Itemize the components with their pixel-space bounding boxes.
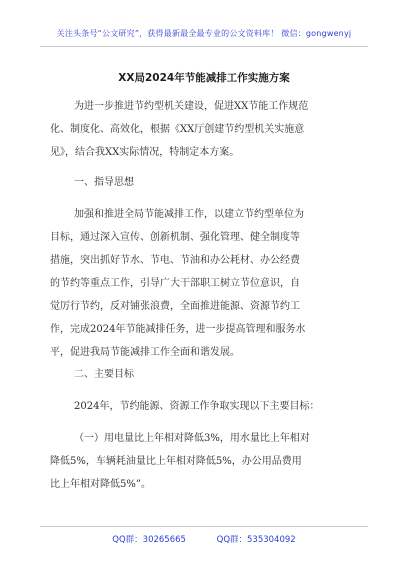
footer-qq-group-1: QQ群：30265665 xyxy=(112,535,186,545)
footer xyxy=(0,533,408,545)
paragraph-line: 作，完成2024年节能减排任务，进一步提高管理和服务水 xyxy=(50,324,306,335)
section-heading-guiding-ideology xyxy=(50,171,360,194)
document-title: XX局2024年节能减排工作实施方案 xyxy=(118,72,290,84)
goal-item-1 xyxy=(50,427,360,496)
paragraph-line: 的节约等重点工作，引导广大干部职工树立节位意识，自 xyxy=(50,278,300,289)
intro-line: 化、制度化、高效化，根据《XX厅创建节约型机关实施意 xyxy=(50,124,305,135)
footer-qq-group-2: QQ群：535304092 xyxy=(216,535,296,545)
paragraph-line: 觉厉行节约，反对铺张浪费，全面推进能源、资源节约工 xyxy=(50,301,300,312)
intro-line: 为进一步推进节约型机关建设，促进XX节能工作规范 xyxy=(74,101,309,112)
footer-divider xyxy=(40,526,368,527)
paragraph-line: 平，促进我局节能减排工作全面和谐发展。 xyxy=(50,347,240,358)
header-notice: 关注头条号“公文研究”，获得最新最全最专业的公文资料库！ 微信：gongwenyj xyxy=(56,29,352,38)
intro-paragraph xyxy=(50,95,360,164)
paragraph-line: 降低5%，车辆耗油量比上年相对降低5%，办公用品费用 xyxy=(50,456,302,467)
paragraph-line: 加强和推进全局节能减排工作，以建立节约型单位为 xyxy=(74,209,304,220)
section-heading: 二、主要目标 xyxy=(74,369,134,380)
guiding-ideology-paragraph xyxy=(50,203,360,364)
header-divider xyxy=(40,46,368,47)
section-heading-main-goals xyxy=(50,363,360,386)
paragraph-line: 目标，通过深入宣传、创新机制、强化管理、健全制度等 xyxy=(50,232,300,243)
main-goals-intro xyxy=(50,395,360,418)
paragraph-line: 措施，突出抓好节水、节电、节油和办公耗材、办公经费 xyxy=(50,255,300,266)
intro-line: 见》，结合我XX实际情况，特制定本方案。 xyxy=(50,147,240,158)
paragraph-line: 2024年，节约能源、资源工作争取实现以下主要目标： xyxy=(74,401,320,412)
paragraph-line: 比上年相对降低5%”。 xyxy=(50,479,151,490)
section-heading: 一、指导思想 xyxy=(74,177,134,188)
paragraph-line: （一）用电量比上年相对降低3%，用水量比上年相对 xyxy=(74,433,310,444)
